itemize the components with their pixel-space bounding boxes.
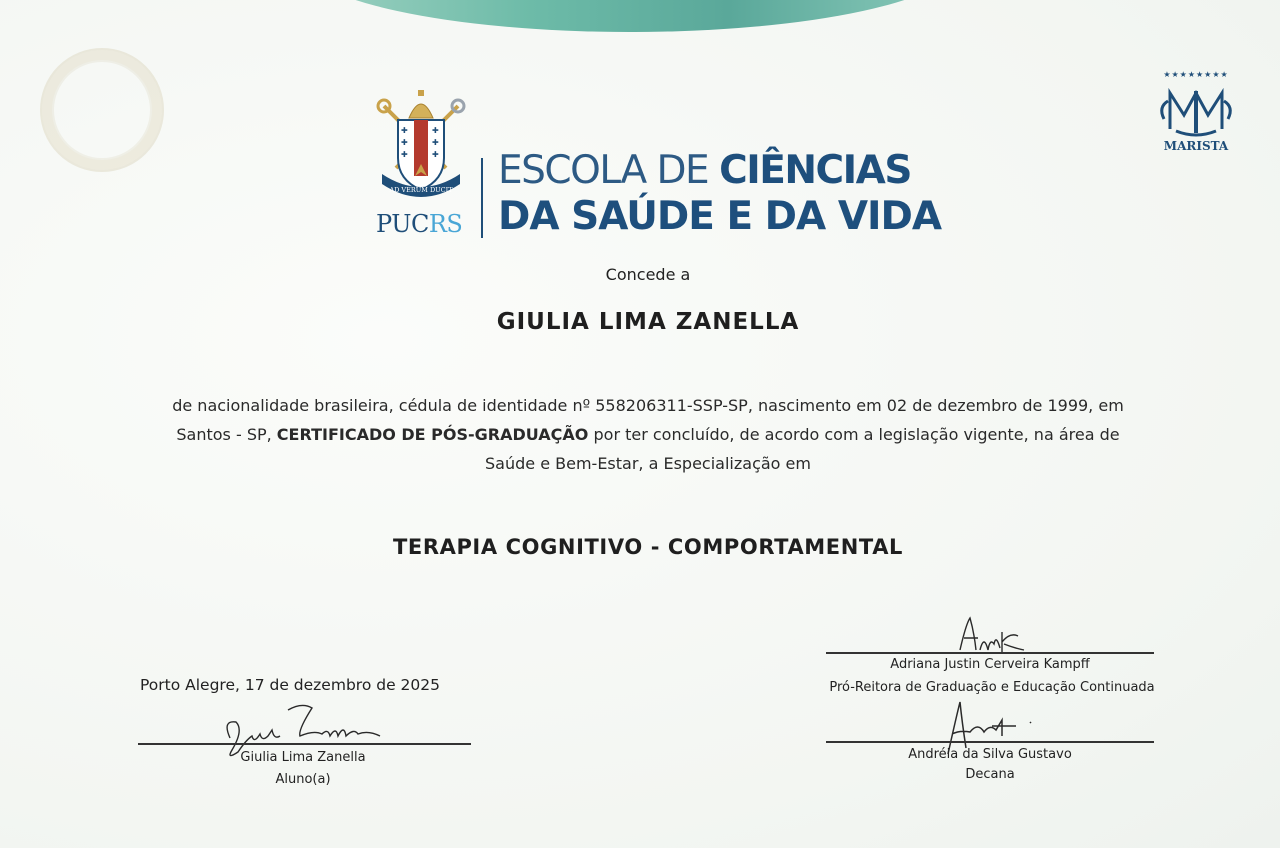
marista-name: MARISTA bbox=[1163, 139, 1229, 153]
dean-role: Decana bbox=[965, 767, 1015, 782]
pucrs-wordmark-pu: PUC bbox=[376, 210, 429, 238]
certificate-type: CERTIFICADO DE PÓS-GRADUAÇÃO bbox=[276, 425, 589, 444]
body-text-part1: de nacionalidade brasileira, cédula de identidade nº 558206311-SSP-SP, nascimento em 02 de dezembro de 1999, em Santos - SP, bbox=[172, 396, 1124, 444]
marista-logo bbox=[1156, 70, 1236, 168]
pro-rector-role: Pró-Reitora de Graduação e Educação Continuada bbox=[829, 680, 1155, 695]
body-text-part2: por ter concluído, de acordo com a legislação vigente, na área de Saúde e Bem-Estar, a Especialização em bbox=[485, 425, 1120, 473]
svg-text:✚: ✚ bbox=[401, 138, 408, 147]
svg-text:✚: ✚ bbox=[432, 138, 439, 147]
place-and-date: Porto Alegre, 17 de dezembro de 2025 bbox=[140, 676, 440, 694]
dean-name: Andréia da Silva Gustavo bbox=[908, 747, 1072, 762]
marista-stars: ★★★★★★★★ bbox=[1163, 70, 1229, 79]
dean-signature-line bbox=[826, 741, 1154, 743]
student-name: Giulia Lima Zanella bbox=[240, 750, 366, 765]
pucrs-crest-logo bbox=[376, 88, 466, 206]
svg-text:✚: ✚ bbox=[401, 150, 408, 159]
pucrs-wordmark bbox=[376, 210, 468, 238]
marista-monogram-icon bbox=[1156, 79, 1236, 139]
student-signature-line bbox=[138, 743, 471, 745]
svg-text:✚: ✚ bbox=[432, 126, 439, 135]
school-name-line2: DA SAÚDE E DA VIDA bbox=[498, 194, 942, 239]
certificate-body-text bbox=[150, 391, 1146, 478]
pro-rector-signature-line bbox=[826, 652, 1154, 654]
recipient-name: GIULIA LIMA ZANELLA bbox=[496, 309, 800, 335]
student-role: Aluno(a) bbox=[275, 772, 331, 787]
svg-text:✚: ✚ bbox=[401, 126, 408, 135]
svg-text:✚: ✚ bbox=[432, 150, 439, 159]
school-name-prefix: ESCOLA DE bbox=[498, 148, 720, 193]
logo-divider bbox=[481, 158, 483, 238]
school-name-line1 bbox=[498, 148, 911, 193]
embossed-seal bbox=[40, 48, 164, 172]
pro-rector-name: Adriana Justin Cerveira Kampff bbox=[890, 657, 1090, 672]
pucrs-wordmark-rs: RS bbox=[428, 210, 463, 238]
course-name: TERAPIA COGNITIVO - COMPORTAMENTAL bbox=[392, 535, 904, 559]
grant-intro: Concede a bbox=[605, 265, 691, 284]
school-name-emphasis: CIÊNCIAS bbox=[719, 148, 911, 193]
crest-motto: AD VERUM DUCIT bbox=[389, 186, 453, 194]
